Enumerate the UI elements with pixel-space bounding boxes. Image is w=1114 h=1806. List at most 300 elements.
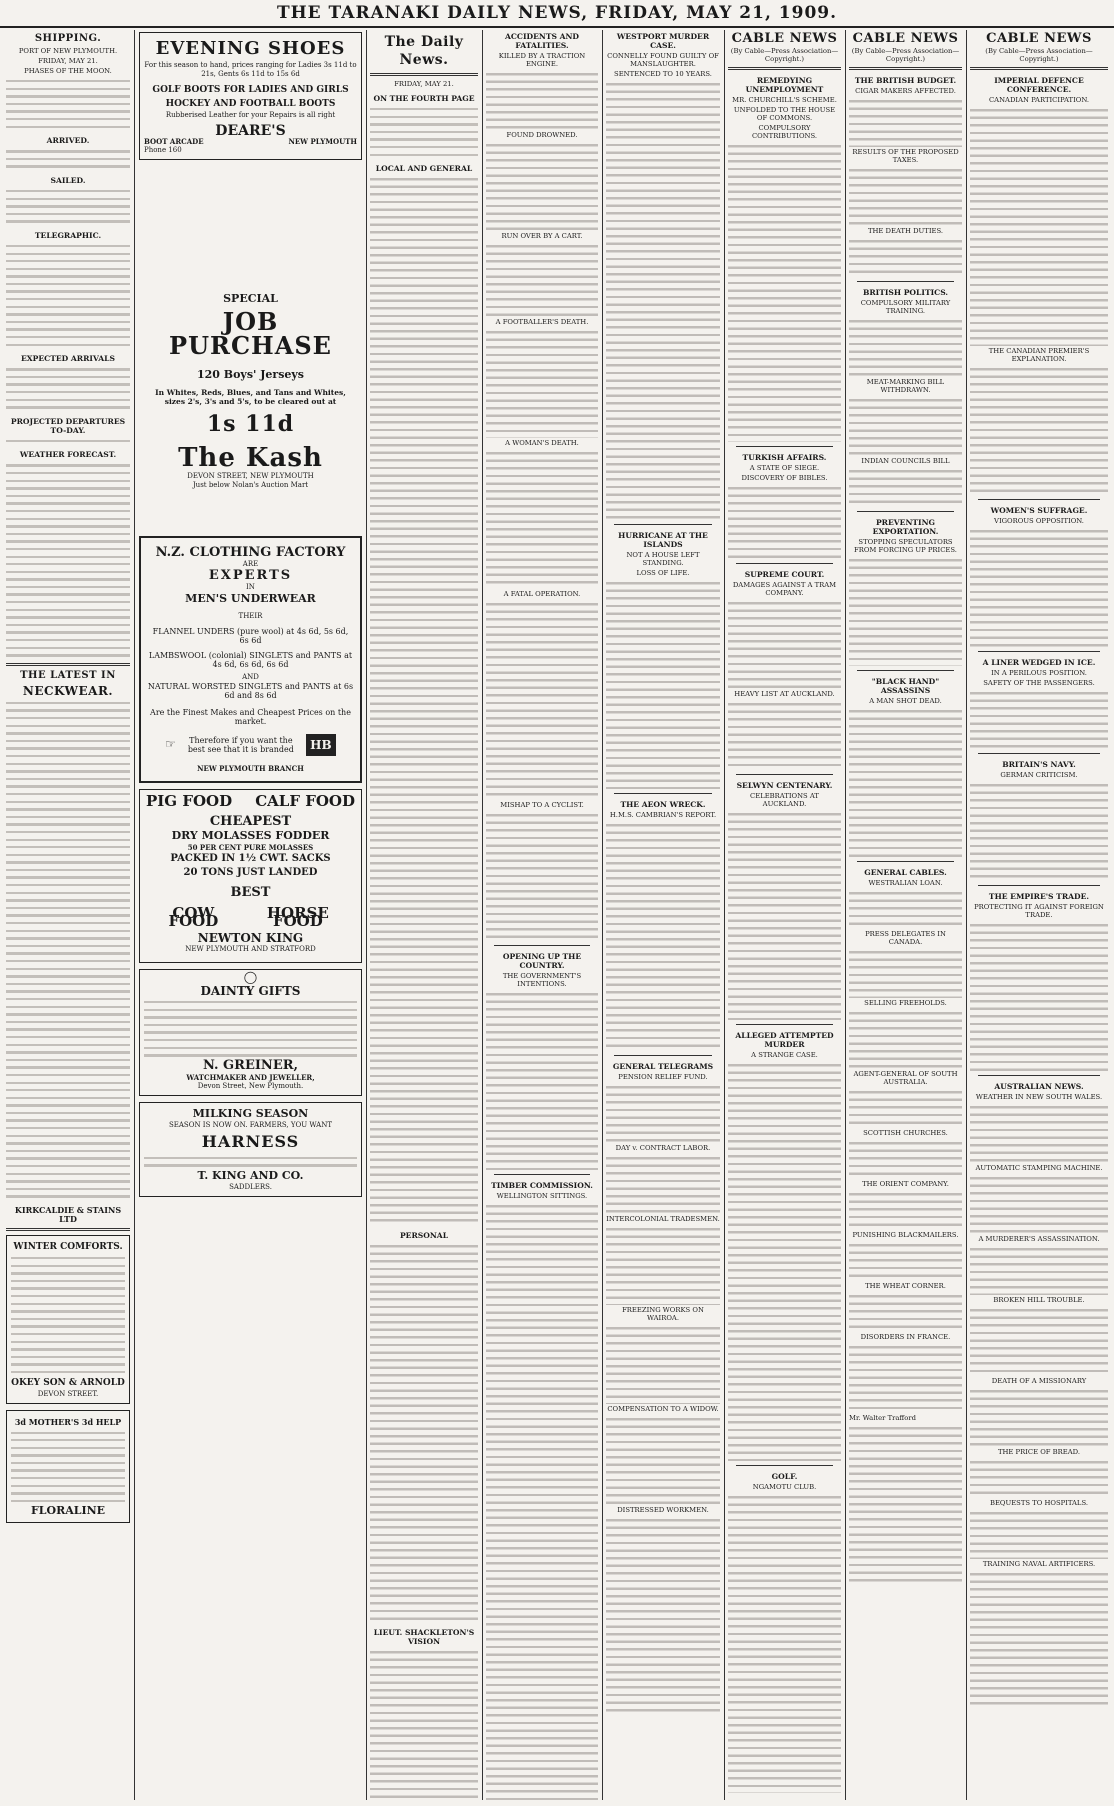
body-text-line xyxy=(6,987,130,995)
winter-comforts-ad xyxy=(6,1235,130,1404)
body-text-line xyxy=(11,1269,125,1277)
body-text-line xyxy=(849,1292,962,1332)
column-rule xyxy=(966,30,967,1800)
murderers-assassination: A MURDERER'S ASSASSINATION. xyxy=(978,1235,1100,1243)
general-cables: GENERAL CABLES. xyxy=(864,868,947,877)
australian-news: AUSTRALIAN NEWS. xyxy=(994,1082,1084,1091)
body-text-line xyxy=(6,729,130,737)
walter-trafford: Mr. Walter Trafford xyxy=(849,1414,916,1422)
accidents-fatalities: ACCIDENTS AND FATALITIES. xyxy=(504,32,580,50)
column-rule xyxy=(724,30,725,1800)
weather-nsw: WEATHER IN NEW SOUTH WALES. xyxy=(975,1093,1103,1101)
body-text-line xyxy=(849,317,962,377)
meat-marking: MEAT-MARKING BILL WITHDRAWN. xyxy=(866,378,945,394)
body-text-line xyxy=(6,965,130,973)
body-text-line xyxy=(849,237,962,277)
body-text-line xyxy=(370,120,478,128)
body-text-line xyxy=(6,813,130,821)
heading-shipping: SHIPPING. xyxy=(34,33,102,44)
body-text-line xyxy=(6,949,130,957)
body-text-line xyxy=(970,921,1108,1071)
deares-ad xyxy=(139,32,362,160)
body-text-line xyxy=(6,919,130,927)
deares-town: NEW PLYMOUTH xyxy=(288,137,357,146)
body-text-line xyxy=(6,77,130,85)
cable-sub-1: (By Cable—Press Association—Copyright.) xyxy=(730,47,839,63)
body-text-line xyxy=(11,1254,125,1262)
body-text-line xyxy=(6,1025,130,1033)
body-text-line xyxy=(11,1315,125,1323)
hms-cambrian: H.M.S. CAMBRIAN'S REPORT. xyxy=(609,811,717,819)
turkish-affairs: TURKISH AFFAIRS. xyxy=(742,453,827,462)
kash-below: Just below Nolan's Auction Mart xyxy=(192,480,309,489)
column-rule xyxy=(366,30,367,1800)
body-text-line xyxy=(606,1415,720,1505)
body-text-line xyxy=(6,934,130,942)
cigar-makers: CIGAR MAKERS AFFECTED. xyxy=(855,87,956,95)
body-text-line xyxy=(144,998,357,1006)
body-text-line xyxy=(6,621,130,629)
military-training: COMPULSORY MILITARY TRAINING. xyxy=(860,299,951,315)
body-text-line xyxy=(11,1482,125,1490)
body-text-line xyxy=(6,1170,130,1178)
saddlers: SADDLERS. xyxy=(229,1182,272,1191)
molasses-percent: 50 PER CENT PURE MOLASSES xyxy=(187,843,314,853)
body-text-line xyxy=(370,135,478,143)
body-text-line xyxy=(849,1424,962,1584)
body-text-line xyxy=(144,1013,357,1021)
body-text-line xyxy=(6,798,130,806)
body-text-line xyxy=(728,700,841,770)
horse-food: HORSE FOOD xyxy=(266,904,329,930)
body-text-line xyxy=(6,155,130,163)
column-ads xyxy=(139,30,362,1800)
body-text-line xyxy=(849,1241,962,1281)
column-cable-3 xyxy=(970,30,1108,1800)
heavy-list: HEAVY LIST AT AUCKLAND. xyxy=(734,690,835,698)
body-text-line xyxy=(6,598,130,606)
body-text-line xyxy=(11,1368,125,1376)
body-text-line xyxy=(11,1330,125,1338)
body-text-line xyxy=(849,1088,962,1128)
body-text-line xyxy=(6,866,130,874)
body-text-line xyxy=(849,166,962,226)
body-text-line xyxy=(6,820,130,828)
unfolded-commons: UNFOLDED TO THE HOUSE OF COMMONS. xyxy=(733,106,836,122)
day-contract: DAY v. CONTRACT LABOR. xyxy=(615,1144,711,1152)
body-text-line xyxy=(6,217,130,225)
preventing-exportation: PREVENTING EXPORTATION. xyxy=(872,518,939,536)
heading-sailed: SAILED. xyxy=(50,175,86,185)
body-text-line xyxy=(6,365,130,373)
body-text-line xyxy=(6,896,130,904)
body-text-line xyxy=(970,1174,1108,1234)
body-text-line xyxy=(6,851,130,859)
remedying-unemployment: REMEDYING UNEMPLOYMENT xyxy=(745,76,824,94)
special: SPECIAL xyxy=(223,291,278,305)
column-rule xyxy=(134,30,135,1800)
moon-phases: PHASES OF THE MOON. xyxy=(24,67,112,75)
body-text-line xyxy=(970,1103,1108,1163)
automatic-stamping: AUTOMATIC STAMPING MACHINE. xyxy=(975,1164,1103,1172)
body-text-line xyxy=(849,97,962,147)
cheapest: CHEAPEST xyxy=(209,814,292,830)
deares: DEARE'S xyxy=(215,123,286,139)
body-text-line xyxy=(486,811,598,941)
okey-arnold: OKEY SON & ARNOLD xyxy=(11,1377,125,1388)
jersey-price: 1s 11d xyxy=(206,410,295,437)
found-drowned: FOUND DROWNED. xyxy=(506,131,578,139)
body-text-line xyxy=(11,1277,125,1285)
body-text-line xyxy=(486,990,598,1170)
body-text-line xyxy=(6,162,130,170)
bequests-hospitals: BEQUESTS TO HOSPITALS. xyxy=(989,1499,1089,1507)
boot-arcade: BOOT ARCADE xyxy=(144,137,204,146)
body-text-line xyxy=(6,737,130,745)
liner-wedged: A LINER WEDGED IN ICE. xyxy=(982,658,1096,667)
body-text-line xyxy=(144,1154,357,1162)
body-text-line xyxy=(370,1242,478,1622)
body-text-line xyxy=(849,707,962,857)
heading-projected: PROJECTED DEPARTURES TO-DAY. xyxy=(10,416,126,435)
body-text-line xyxy=(6,828,130,836)
hockey-boots: HOCKEY AND FOOTBALL BOOTS xyxy=(165,99,336,109)
nz-clothing: N.Z. CLOTHING FACTORY xyxy=(155,544,346,560)
press-delegates: PRESS DELEGATES IN CANADA. xyxy=(865,930,946,946)
column-rule xyxy=(482,30,483,1800)
body-text-line xyxy=(606,579,720,789)
hurricane-islands: HURRICANE AT THE ISLANDS xyxy=(618,531,708,549)
body-text-line xyxy=(6,1116,130,1124)
body-text-line xyxy=(11,1345,125,1353)
body-text-line xyxy=(849,467,962,507)
harness: HARNESS xyxy=(201,1131,300,1151)
body-text-line xyxy=(970,1570,1108,1710)
body-text-line xyxy=(6,85,130,93)
body-text-line xyxy=(6,325,130,333)
body-text-line xyxy=(6,380,130,388)
body-text-line xyxy=(6,257,130,265)
column-rule xyxy=(845,30,846,1800)
distressed-workmen: DISTRESSED WORKMEN. xyxy=(617,1506,709,1514)
body-text-line xyxy=(849,1343,962,1413)
wellington-sittings: WELLINGTON SITTINGS. xyxy=(496,1192,588,1200)
kash-ad xyxy=(139,288,362,494)
n-greiner: N. GREINER, xyxy=(202,1057,299,1073)
intercolonial: INTERCOLONIAL TRADESMEN. xyxy=(606,1215,720,1223)
compensation-widow: COMPENSATION TO A WIDOW. xyxy=(607,1405,719,1413)
body-text-line xyxy=(370,128,478,136)
body-text-line xyxy=(11,1284,125,1292)
tons-landed: 20 TONS JUST LANDED xyxy=(183,867,318,879)
ring-icon: ◯ xyxy=(243,970,258,985)
vigorous-opposition: VIGOROUS OPPOSITION. xyxy=(994,517,1084,525)
calf-food: CALF FOOD xyxy=(255,791,355,810)
body-text-line xyxy=(606,1154,720,1214)
body-text-line xyxy=(6,805,130,813)
fourth-page: ON THE FOURTH PAGE xyxy=(373,94,475,103)
body-text-line xyxy=(970,527,1108,647)
body-text-line xyxy=(6,782,130,790)
packed-sacks: PACKED IN 1½ CWT. SACKS xyxy=(170,853,331,865)
body-text-line xyxy=(6,858,130,866)
orient-company: THE ORIENT COMPANY. xyxy=(862,1180,949,1188)
body-text-line xyxy=(6,295,130,303)
body-text-line xyxy=(849,1139,962,1179)
body-text-line xyxy=(6,210,130,218)
body-text-line xyxy=(6,530,130,538)
body-text-line xyxy=(6,195,130,203)
are-text: ARE xyxy=(242,559,259,568)
body-text-line xyxy=(6,1041,130,1049)
british-budget: THE BRITISH BUDGET. xyxy=(854,76,957,85)
therefore: Therefore if you want the best see that it is branded xyxy=(187,735,294,754)
heading-telegraphic: TELEGRAPHIC. xyxy=(34,230,102,240)
body-text-line xyxy=(6,636,130,644)
body-text-line xyxy=(6,843,130,851)
womans-death: A WOMAN'S DEATH. xyxy=(505,439,579,447)
wheat-corner: THE WHEAT CORNER. xyxy=(865,1282,946,1290)
selwyn-centenary: SELWYN CENTENARY. xyxy=(736,781,833,790)
body-text-line xyxy=(6,1063,130,1071)
flannel-unders: FLANNEL UNDERS (pure wool) at 4s 6d, 5s 6d, 6s 6d xyxy=(152,626,349,645)
body-text-line xyxy=(6,373,130,381)
body-text-line xyxy=(11,1436,125,1444)
body-text-line xyxy=(606,1324,720,1404)
body-text-line xyxy=(728,1493,841,1793)
best: BEST xyxy=(230,885,271,901)
body-text-line xyxy=(6,507,130,515)
heading-weather: WEATHER FORECAST. xyxy=(19,450,117,460)
body-text-line xyxy=(849,889,962,929)
shoes-prices: For this season to hand, prices ranging for Ladies 3s 11d to 21s, Gents 6s 11d to 15s 6d xyxy=(144,61,357,78)
natural-worsted: NATURAL WORSTED SINGLETS and PANTS at 6s 6d and 8s 6d xyxy=(147,681,354,700)
body-text-line xyxy=(11,1322,125,1330)
body-text-line xyxy=(144,1021,357,1029)
body-text-line xyxy=(6,1177,130,1185)
body-text-line xyxy=(486,242,598,317)
body-text-line xyxy=(6,515,130,523)
body-text-line xyxy=(6,437,130,445)
body-text-line xyxy=(6,318,130,326)
body-text-line xyxy=(11,1497,125,1505)
column-westport xyxy=(606,30,720,1800)
kirkcaldie: KIRKCALDIE & STAINS LTD xyxy=(14,1205,122,1224)
body-text-line xyxy=(370,113,478,121)
cable-news-2: CABLE NEWS xyxy=(852,31,959,46)
body-text-line xyxy=(486,449,598,589)
body-text-line xyxy=(11,1300,125,1308)
state-of-siege: A STATE OF SIEGE. xyxy=(749,464,820,472)
body-text-line xyxy=(970,781,1108,881)
discovery-bibles: DISCOVERY OF BIBLES. xyxy=(741,474,828,482)
damages-tram: DAMAGES AGAINST A TRAM COMPANY. xyxy=(732,581,837,597)
body-text-line xyxy=(6,995,130,1003)
body-text-line xyxy=(606,1516,720,1716)
body-text-line xyxy=(606,821,720,1051)
body-text-line xyxy=(6,980,130,988)
body-text-line xyxy=(6,957,130,965)
editorial-date: FRIDAY, MAY 21. xyxy=(394,80,454,88)
body-text-line xyxy=(11,1360,125,1368)
body-text-line xyxy=(6,100,130,108)
body-text-line xyxy=(849,1190,962,1230)
body-text-line xyxy=(486,141,598,231)
body-text-line xyxy=(6,881,130,889)
body-text-line xyxy=(6,147,130,155)
body-text-line xyxy=(970,689,1108,749)
body-text-line xyxy=(6,341,130,349)
body-text-line xyxy=(6,1192,130,1200)
killed-traction: KILLED BY A TRACTION ENGINE. xyxy=(498,52,586,68)
their-text: THEIR xyxy=(238,611,263,620)
body-text-line xyxy=(970,1509,1108,1559)
body-text-line xyxy=(6,1101,130,1109)
indian-councils: INDIAN COUNCILS BILL xyxy=(861,457,950,465)
evening-shoes: EVENING SHOES xyxy=(155,38,346,59)
finest-makes: Are the Finest Makes and Cheapest Prices on the market. xyxy=(150,707,351,726)
body-text-line xyxy=(6,187,130,195)
hb-brand-logo: HB xyxy=(306,734,336,756)
column-rule xyxy=(602,30,603,1800)
naval-artificers: TRAINING NAVAL ARTIFICERS. xyxy=(982,1560,1096,1568)
local-general: LOCAL AND GENERAL xyxy=(375,164,473,174)
body-text-line xyxy=(6,303,130,311)
body-text-line xyxy=(6,484,130,492)
body-text-line xyxy=(6,1094,130,1102)
golf-boots: GOLF BOOTS FOR LADIES AND GIRLS xyxy=(152,85,349,95)
lambswool: LAMBSWOOL (colonial) SINGLETS and PANTS at 4s 6d, 6s 6d, 6s 6d xyxy=(148,650,353,669)
np-branch: NEW PLYMOUTH BRANCH xyxy=(197,763,304,773)
broken-hill: BROKEN HILL TROUBLE. xyxy=(993,1296,1085,1304)
body-text-line xyxy=(6,1033,130,1041)
column-cable-2 xyxy=(849,30,962,1800)
column-editorial xyxy=(370,30,478,1800)
cow-food: COW FOOD xyxy=(168,904,219,930)
the-kash: The Kash xyxy=(178,442,323,473)
kash-address: DEVON STREET, NEW PLYMOUTH xyxy=(187,471,314,480)
body-text-line xyxy=(11,1353,125,1361)
cable-sub-2: (By Cable—Press Association—Copyright.) xyxy=(851,47,960,63)
season-now: SEASON IS NOW ON. FARMERS, YOU WANT xyxy=(168,1120,333,1129)
connelly-guilty: CONNELLY FOUND GUILTY OF MANSLAUGHTER. xyxy=(607,52,719,68)
neckwear: NECKWEAR. xyxy=(22,683,114,698)
body-text-line xyxy=(6,1071,130,1079)
freezing-works: FREEZING WORKS ON WAIROA. xyxy=(622,1306,704,1322)
job-purchase: JOB PURCHASE xyxy=(169,306,332,360)
body-text-line xyxy=(6,396,130,404)
body-text-line xyxy=(144,1028,357,1036)
disorders-france: DISORDERS IN FRANCE. xyxy=(860,1333,951,1341)
body-text-line xyxy=(6,272,130,280)
body-text-line xyxy=(6,553,130,561)
body-text-line xyxy=(6,333,130,341)
body-text-line xyxy=(6,1018,130,1026)
body-text-line xyxy=(6,545,130,553)
body-text-line xyxy=(6,1147,130,1155)
not-house-standing: NOT A HOUSE LEFT STANDING. xyxy=(626,551,700,567)
body-text-line xyxy=(6,836,130,844)
deares-phone: Phone 160 xyxy=(144,145,182,154)
aeon-wreck: THE AEON WRECK. xyxy=(620,800,706,809)
masthead: THE TARANAKI DAILY NEWS, FRIDAY, MAY 21, 1909. xyxy=(0,0,1114,28)
nz-clothing-ad xyxy=(139,536,362,783)
body-text-line xyxy=(144,1044,357,1052)
body-text-line xyxy=(6,92,130,100)
milking-season: MILKING SEASON xyxy=(192,1106,309,1120)
body-text-line xyxy=(6,1139,130,1147)
body-text-line xyxy=(6,568,130,576)
agent-general: AGENT-GENERAL OF SOUTH AUSTRALIA. xyxy=(853,1070,958,1086)
body-text-line xyxy=(6,403,130,411)
footballers-death: A FOOTBALLER'S DEATH. xyxy=(495,318,589,326)
body-text-line xyxy=(6,767,130,775)
body-text-line xyxy=(606,1225,720,1305)
body-text-line xyxy=(6,1086,130,1094)
body-text-line xyxy=(11,1444,125,1452)
supreme-court: SUPREME COURT. xyxy=(744,570,825,579)
greiner-address: Devon Street, New Plymouth. xyxy=(197,1081,304,1090)
heading-expected: EXPECTED ARRIVALS xyxy=(21,354,115,364)
body-text-line xyxy=(6,280,130,288)
column-cable-1 xyxy=(728,30,841,1800)
tking-ad xyxy=(139,1102,362,1197)
body-text-line xyxy=(606,80,720,520)
empires-trade: THE EMPIRE'S TRADE. xyxy=(988,892,1090,901)
general-telegrams: GENERAL TELEGRAMS xyxy=(612,1062,714,1071)
body-text-line xyxy=(6,123,130,131)
body-text-line xyxy=(486,1202,598,1800)
body-text-line xyxy=(6,560,130,568)
perilous-position: IN A PERILOUS POSITION. xyxy=(991,669,1087,677)
greiner-ad xyxy=(139,969,362,1095)
punishing-blackmailers: PUNISHING BLACKMAILERS. xyxy=(852,1231,959,1239)
body-text-line xyxy=(6,873,130,881)
price-bread: THE PRICE OF BREAD. xyxy=(997,1448,1081,1456)
strange-case: A STRANGE CASE. xyxy=(751,1051,818,1059)
body-text-line xyxy=(6,310,130,318)
pension-relief: PENSION RELIEF FUND. xyxy=(618,1073,708,1081)
body-text-line xyxy=(6,461,130,469)
westport-murder: WESTPORT MURDER CASE. xyxy=(616,32,710,50)
body-text-line xyxy=(11,1262,125,1270)
body-text-line xyxy=(6,202,130,210)
body-text-line xyxy=(6,469,130,477)
molasses-fodder: DRY MOLASSES FODDER xyxy=(171,829,330,843)
t-king: T. KING AND CO. xyxy=(197,1168,304,1182)
body-text-line xyxy=(849,556,962,666)
fatal-operation: A FATAL OPERATION. xyxy=(503,590,581,598)
body-text-line xyxy=(6,537,130,545)
body-text-line xyxy=(6,1132,130,1140)
proposed-taxes: RESULTS OF THE PROPOSED TAXES. xyxy=(852,148,959,164)
body-text-line xyxy=(6,651,130,659)
column-accidents xyxy=(486,30,598,1800)
body-text-line xyxy=(970,365,1108,495)
westralian-loan: WESTRALIAN LOAN. xyxy=(868,879,943,887)
body-text-line xyxy=(370,151,478,159)
body-text-line xyxy=(6,583,130,591)
winter-heading: WINTER COMFORTS. xyxy=(13,1242,123,1252)
body-text-line xyxy=(6,744,130,752)
body-text-line xyxy=(6,1185,130,1193)
compulsory-contributions: COMPULSORY CONTRIBUTIONS. xyxy=(751,124,818,140)
mothers-help-ad xyxy=(6,1410,130,1524)
body-text-line xyxy=(6,1010,130,1018)
body-text-line xyxy=(6,522,130,530)
body-text-line xyxy=(6,590,130,598)
body-text-line xyxy=(6,775,130,783)
